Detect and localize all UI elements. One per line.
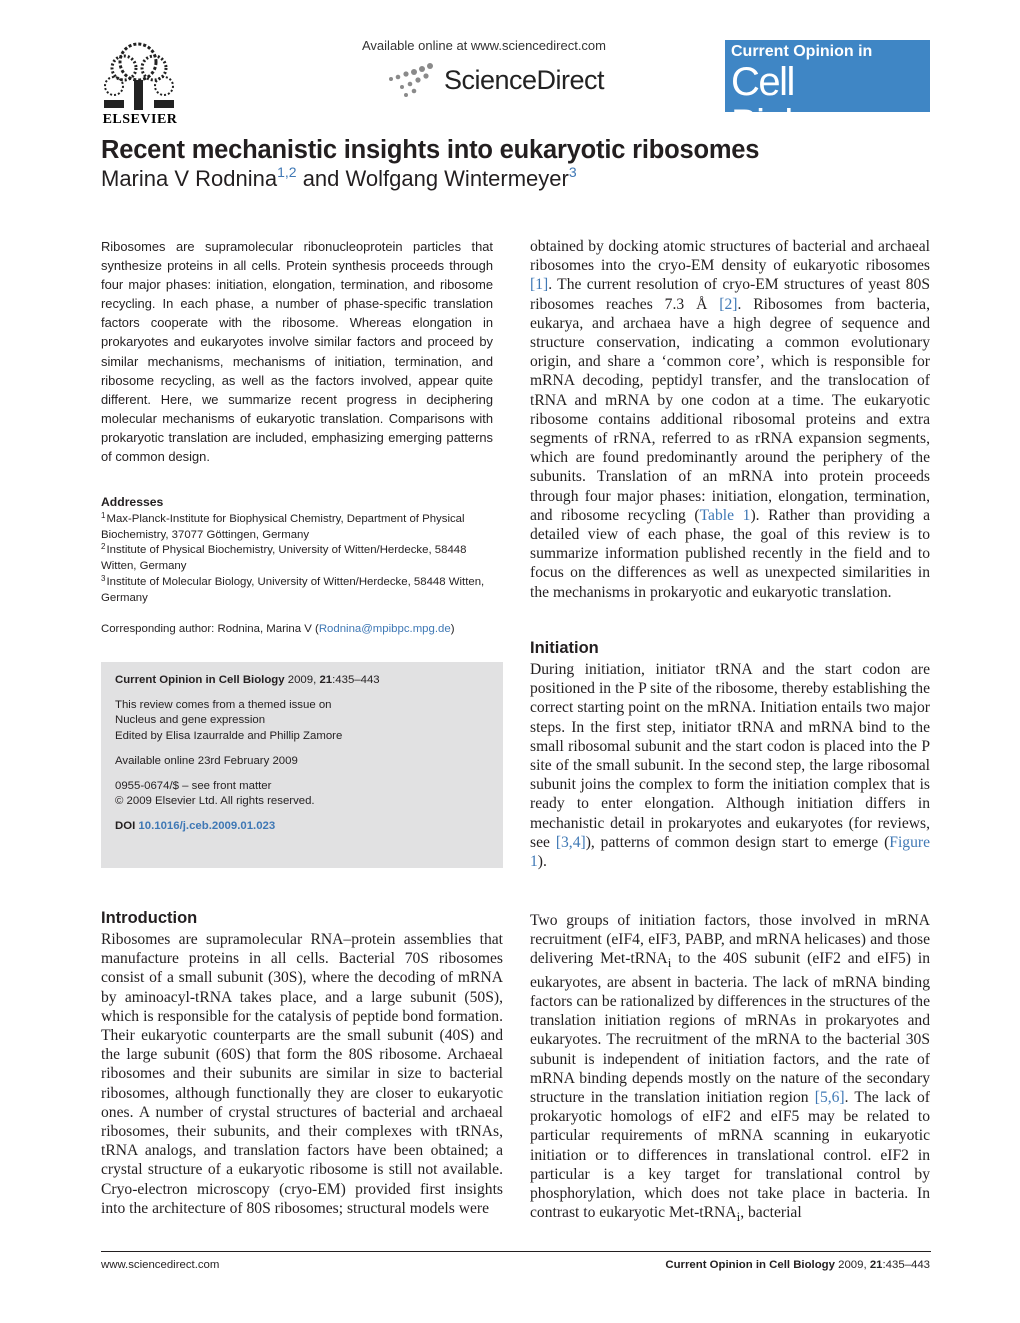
address-number: 1 bbox=[101, 511, 106, 520]
journal-logo-line2: Cell Biology bbox=[731, 60, 852, 146]
journal-logo bbox=[725, 40, 930, 146]
corresponding-suffix: ) bbox=[450, 623, 455, 635]
footer-citation bbox=[665, 1259, 930, 1271]
body-text: . The current resolution of cryo-EM structures of yeast 80S ribosomes reaches 7.3 Å bbox=[530, 276, 930, 313]
body-text: ), patterns of common design start to emerge ( bbox=[585, 833, 890, 851]
affiliation-link[interactable]: 3 bbox=[568, 164, 577, 180]
address-list bbox=[101, 512, 493, 606]
article-title: Recent mechanistic insights into eukaryotic ribosomes bbox=[101, 136, 760, 164]
corresponding-email-link[interactable]: Rodnina@mpibpc.mpg.de bbox=[318, 623, 451, 635]
introduction-text: Ribosomes are supramolecular RNA–protein assemblies that manufacture proteins in all cells. Bacterial 70S ribosomes consist of a small subunit (30S), where the decoding of mRNA by aminoacyl-tRNA takes place, and a large subunit (50S), which is responsible for the catalysis of peptide bond formation. Their eukaryotic counterparts are the small subunit (40S) and the large subunit (60S) that form the 80S ribosome. Archaeal ribosomes and their subunits are similar in size to bacterial ribosomes, although functionally they are closer to eukaryotic ones. A number of crystal structures of bacterial and archaeal ribosomes, their subunits, and their complexes with tRNAs, tRNA analogs, and translation factors have been obtained; a crystal structure of a eukaryotic ribosome is still not available. Cryo-electron microscopy (cryo-EM) provided first insights into the architecture of 80S ribosomes; structural models were bbox=[101, 931, 503, 1217]
footer-website[interactable]: www.sciencedirect.com bbox=[101, 1259, 220, 1271]
addresses-heading: Addresses bbox=[101, 495, 164, 509]
footer-year: 2009, bbox=[834, 1259, 870, 1271]
section-heading-introduction: Introduction bbox=[101, 909, 198, 927]
initiation-text bbox=[530, 660, 930, 871]
address-item bbox=[101, 512, 493, 543]
body-text: obtained by docking atomic structures of bacterial and archaeal ribosomes into the cryo-EM density of eukaryotic ribosomes bbox=[530, 238, 930, 275]
table-link[interactable]: Table 1 bbox=[699, 506, 751, 524]
initiation-factors-text bbox=[530, 911, 930, 1226]
subscript: i bbox=[667, 955, 672, 971]
address-text: Institute of Molecular Biology, University of Witten/Herdecke, 58448 Witten, Germany bbox=[101, 575, 485, 604]
doi-label: DOI bbox=[115, 819, 139, 832]
sciencedirect-logo[interactable] bbox=[386, 58, 604, 102]
subscript: i bbox=[736, 1209, 741, 1225]
citation-year: 2009, bbox=[284, 674, 320, 686]
citation-journal: Current Opinion in Cell Biology bbox=[115, 674, 285, 686]
themed-issue-block bbox=[115, 698, 489, 745]
address-text: Institute of Physical Biochemistry, University of Witten/Herdecke, 58448 Witten, Germany bbox=[101, 544, 467, 573]
body-text: . Ribosomes from bacteria, eukarya, and archaea have a high degree of sequence and structure conservation, indicating a common evolutionary origin, and share a ‘common core’, which is responsible for mRNA decoding, peptidyl transfer, and the translocation of tRNA and mRNA by one codon at a time. The eukaryotic ribosome contains additional ribosomal proteins and extra segments of rRNA, referred to as rRNA expansion segments, which are found predominantly around the periphery of the subunits. Translation of an mRNA into protein proceeds through four major phases: initiation, elongation, termination, and ribosome recycling ( bbox=[530, 295, 930, 524]
copyright-block bbox=[115, 779, 489, 810]
body-text: ). Rather than providing a detailed view of each phase, the goal of this review is to summarize information published recently in the field and to focus on the differences as well as unexpected similarities in the mechanisms in prokaryotic and eukaryotic translation. bbox=[530, 506, 930, 601]
body-text: ). bbox=[537, 853, 547, 871]
available-online-text[interactable]: Available online at www.sciencedirect.com bbox=[362, 38, 606, 53]
doi-line bbox=[115, 819, 489, 835]
reference-link[interactable]: [2] bbox=[719, 295, 738, 313]
body-text: to the 40S subunit (eIF2 and eIF5) in eukaryotes, are absent in bacteria. The lack of mRNA binding factors can be rationalized by differences in the structures of the translation initiation regions of mRNAs in prokaryotes and eukaryotes. The recruitment of the mRNA to the bacterial 30S subunit is independent of initiation factors, and the rate of mRNA binding depends mostly on the nature of the secondary structure in the translation initiation region bbox=[530, 950, 930, 1106]
sciencedirect-wordmark: ScienceDirect bbox=[444, 64, 605, 95]
footer-journal: Current Opinion in Cell Biology bbox=[665, 1259, 835, 1271]
body-text: . The lack of prokaryotic homologs of eIF2 and eIF5 may be related to particular requirements of mRNA scanning in eukaryotic initiation or to differences in translational control. eIF2 in particular is a key target for translational control by phosphorylation, which does not take place in bacteria. In contrast to eukaryotic Met-tRNA bbox=[530, 1088, 930, 1222]
affiliation-link[interactable]: 1,2 bbox=[277, 164, 297, 180]
body-text: During initiation, initiator tRNA and the start codon are positioned in the P site of the ribosome, thereby establishing the correct starting point on the mRNA. Initiation entails two major steps. In the first step, initiator tRNA and mRNA bind to the small ribosomal subunit and the start codon is placed into the P site of the small subunit. In the second step, the large ribosomal subunit joins the complex to form the initiation complex that is ready to enter elongation. Although initiation differs in mechanistic detail in prokaryotes and eukaryotes (for reviews, see bbox=[530, 661, 930, 851]
reference-link[interactable]: [1] bbox=[530, 276, 549, 294]
corresponding-prefix: Corresponding author: Rodnina, Marina V ( bbox=[101, 623, 319, 635]
address-item bbox=[101, 575, 493, 606]
introduction-continued-text bbox=[530, 237, 930, 602]
journal-logo-line1: Current Opinion in bbox=[731, 43, 873, 60]
themed-issue-line: This review comes from a themed issue on bbox=[115, 698, 332, 711]
body-text: , bacterial bbox=[740, 1204, 802, 1222]
body-text: Two groups of initiation factors, those involved in mRNA recruitment (eIF4, eIF3, PABP, and mRNA helicases) and those delivering Met-tRNA bbox=[530, 912, 930, 968]
citation-volume: 21 bbox=[319, 674, 333, 686]
author-name: Marina V Rodnina bbox=[101, 166, 278, 191]
abstract: Ribosomes are supramolecular ribonucleoprotein particles that synthesize proteins in all cells. Protein synthesis proceeds through four major phases: initiation, elongation, termination, and ribosome recycling. In each phase, a number of phase-specific translation factors cooperate with the ribosome. Whereas elongation in prokaryotes and eukaryotes involve similar factors and proceed by similar mechanisms, mechanisms of initiation, termination, and ribosome recycling, as well as the factors involved, appear quite different. Here, we summarize recent progress in deciphering molecular mechanisms of eukaryotic translation. Comparisons with prokaryotic translation are included, emphasizing emerging patterns of common design. bbox=[101, 239, 493, 465]
elsevier-wordmark: ELSEVIER bbox=[102, 112, 178, 127]
doi-link[interactable]: 10.1016/j.ceb.2009.01.023 bbox=[138, 819, 276, 832]
citation-pages: :435–443 bbox=[332, 674, 380, 686]
sciencedirect-dots-icon bbox=[386, 60, 438, 100]
themed-issue-topic: Nucleus and gene expression bbox=[115, 714, 266, 727]
author-separator: and bbox=[296, 166, 346, 191]
figure-link[interactable]: Figure 1 bbox=[530, 833, 931, 871]
reference-link[interactable]: [5,6] bbox=[814, 1088, 845, 1106]
article-info-box bbox=[101, 662, 503, 868]
address-item bbox=[101, 543, 493, 574]
address-number: 2 bbox=[101, 542, 106, 552]
corresponding-author bbox=[101, 623, 501, 635]
footer-pages: :435–443 bbox=[882, 1259, 930, 1271]
copyright-line: © 2009 Elsevier Ltd. All rights reserved. bbox=[115, 795, 315, 808]
author-name: Wolfgang Wintermeyer bbox=[345, 166, 569, 191]
issn-line: 0955-0674/$ – see front matter bbox=[115, 779, 272, 792]
themed-issue-editors: Edited by Elisa Izaurralde and Phillip Zamore bbox=[115, 730, 343, 743]
footer-divider bbox=[101, 1251, 931, 1252]
author-list bbox=[101, 166, 577, 192]
citation-line bbox=[115, 673, 489, 689]
address-number: 3 bbox=[101, 573, 106, 583]
address-text: Max-Planck-Institute for Biophysical Chemistry, Department of Physical Biochemistry, 37077 Göttingen, Germany bbox=[101, 513, 465, 541]
section-heading-initiation: Initiation bbox=[530, 639, 599, 657]
reference-link[interactable]: [3,4] bbox=[555, 833, 586, 851]
footer-volume: 21 bbox=[869, 1259, 883, 1271]
available-online-date: Available online 23rd February 2009 bbox=[115, 754, 298, 767]
